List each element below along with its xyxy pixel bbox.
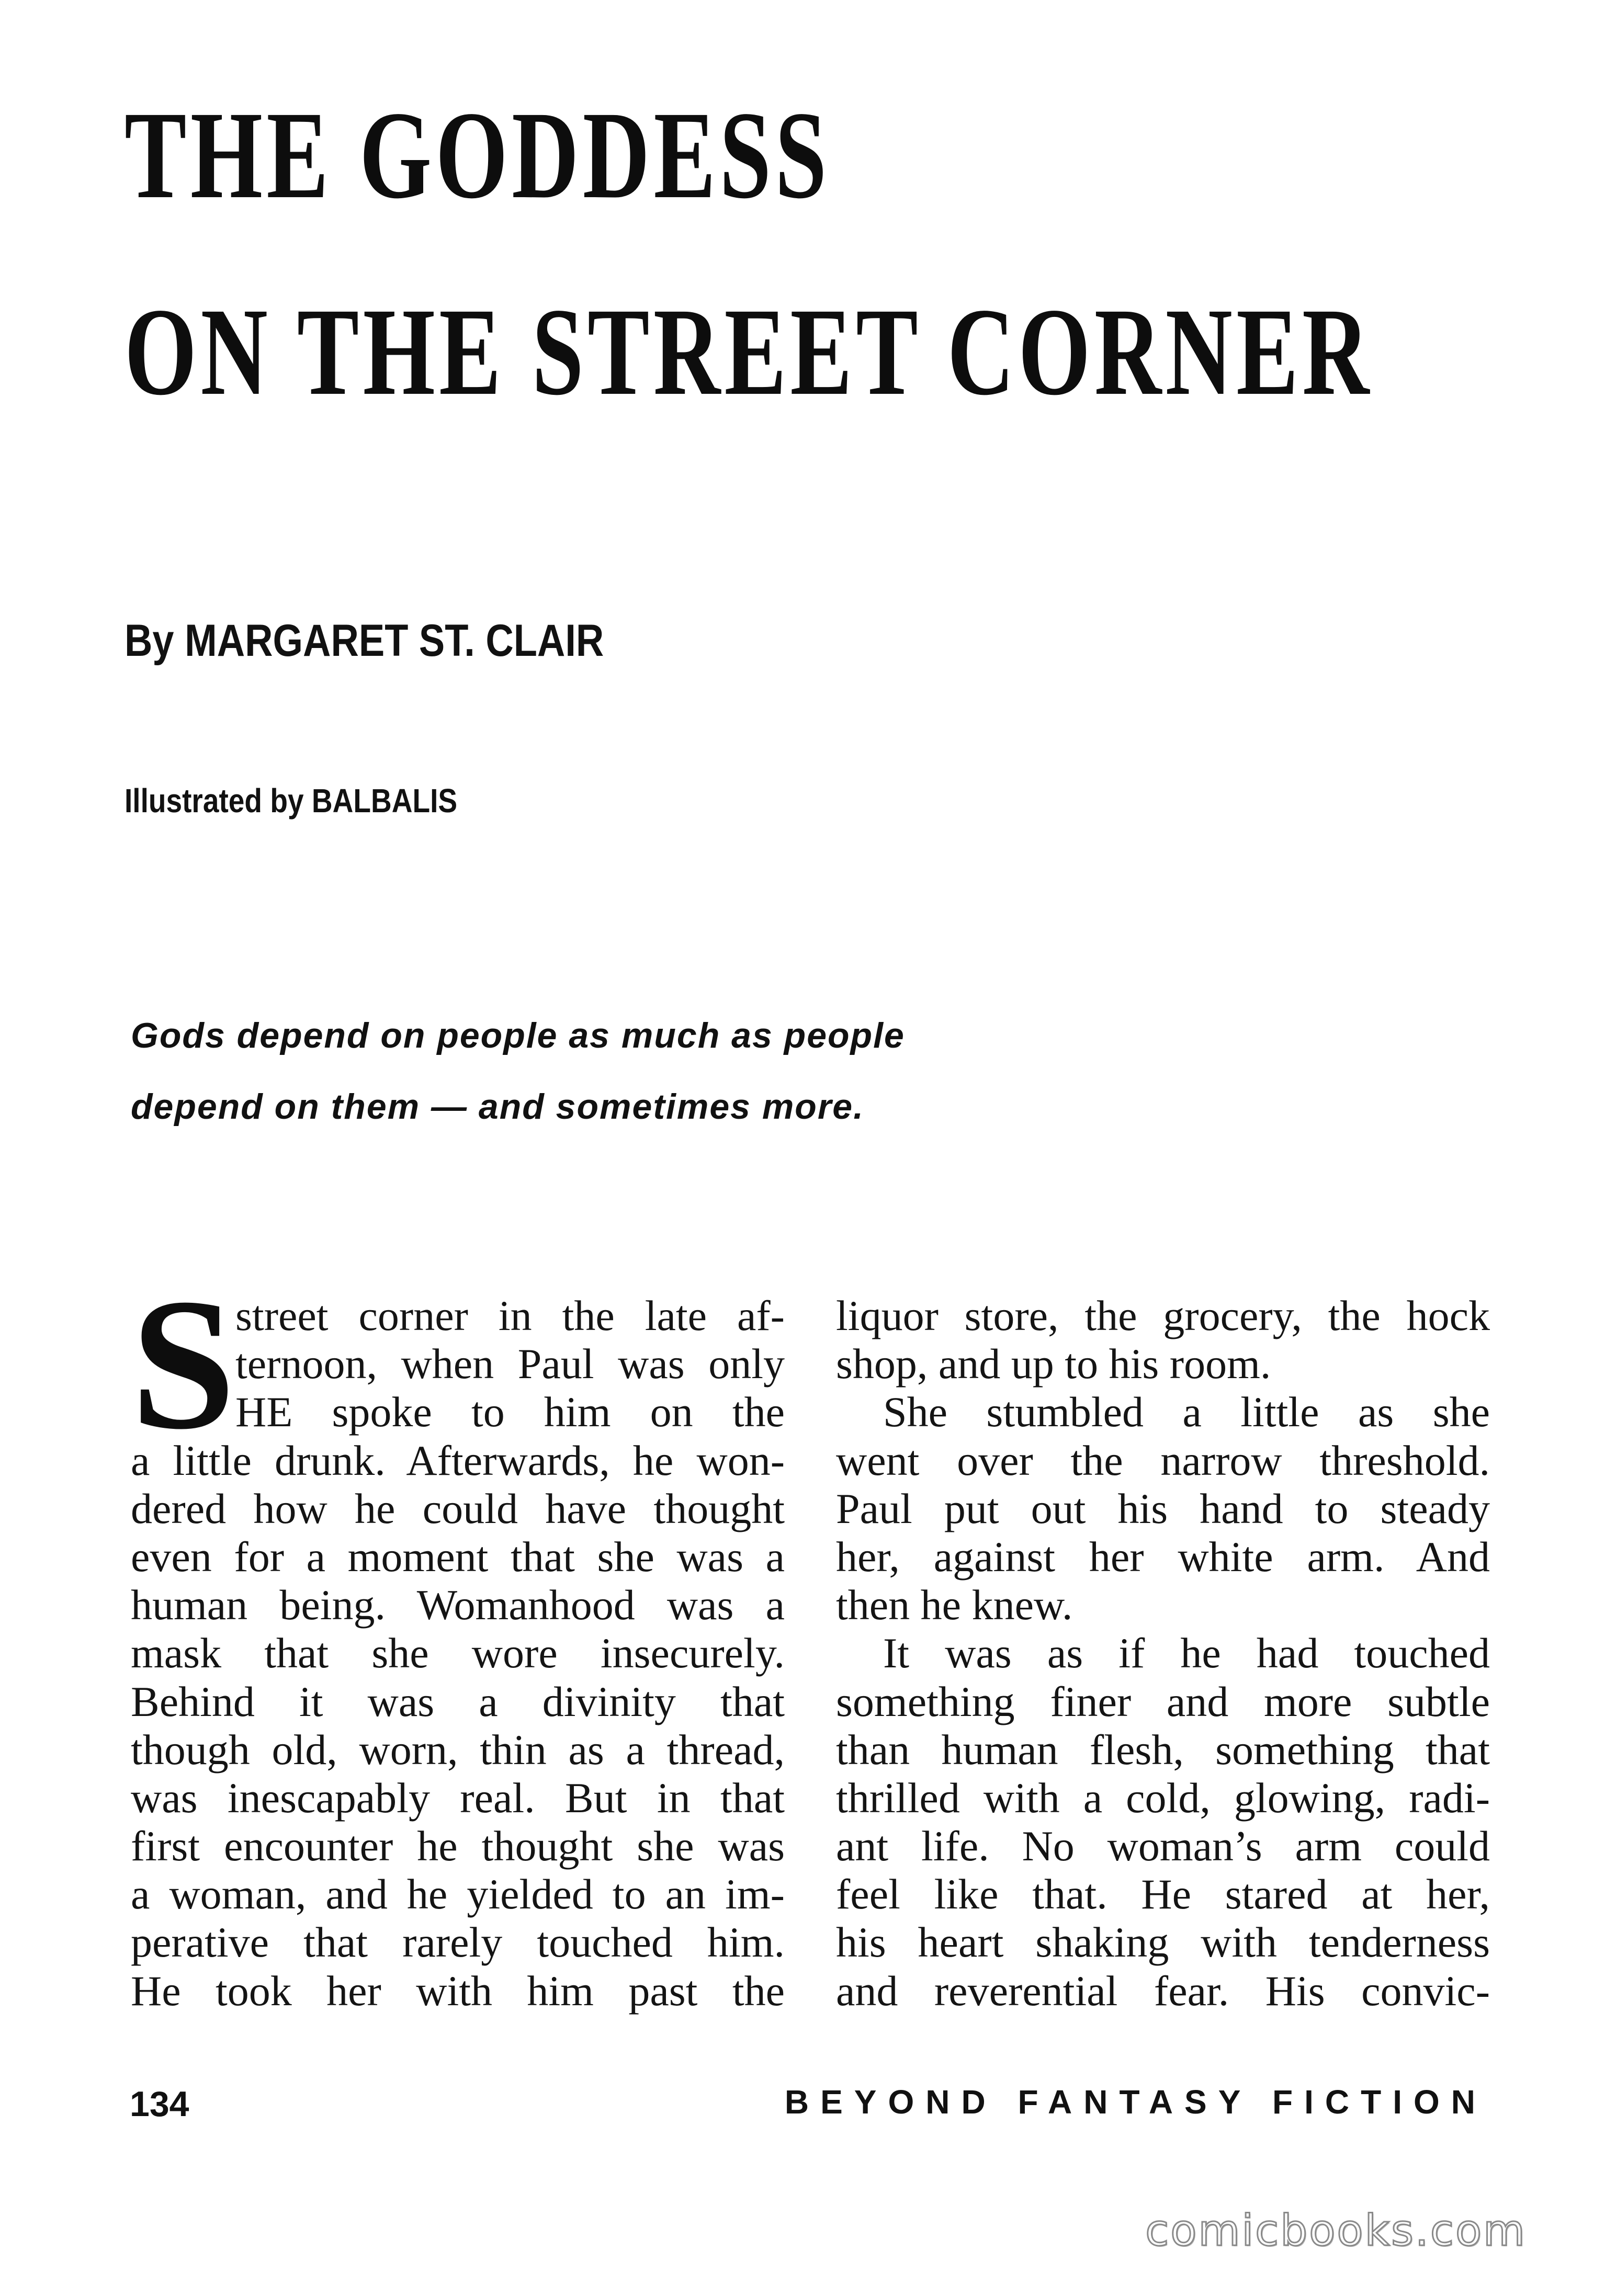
body-line: ternoon, when Paul was only — [235, 1340, 785, 1388]
body-line: even for a moment that she was a — [131, 1532, 785, 1581]
body-line: mask that she wore insecurely. — [131, 1629, 785, 1677]
body-line: first encounter he thought she was — [131, 1822, 785, 1870]
teaser-line-1: Gods depend on people as much as people — [131, 1016, 905, 1055]
body-line: was inescapably real. But in that — [131, 1774, 785, 1822]
body-line: dered how he could have thought — [131, 1484, 785, 1532]
body-line: HE spoke to him on the — [235, 1388, 785, 1436]
body-line: thrilled with a cold, glowing, radi- — [836, 1774, 1490, 1822]
body-line: liquor store, the grocery, the hock — [836, 1292, 1490, 1339]
story-teaser — [131, 1000, 1020, 1142]
body-line: something finer and more subtle — [836, 1677, 1490, 1725]
body-line: ant life. No woman’s arm could — [836, 1822, 1490, 1870]
body-line: then he knew. — [836, 1581, 1073, 1629]
body-line: though old, worn, thin as a thread, — [131, 1725, 785, 1774]
illustrator-credit: Illustrated by BALBALIS — [125, 782, 458, 820]
body-line: Behind it was a divinity that — [131, 1677, 785, 1725]
body-line: perative that rarely touched him. — [131, 1918, 785, 1967]
body-line: He took her with him past the — [131, 1967, 785, 2015]
body-column-right — [836, 1292, 1490, 2015]
drop-cap: S — [131, 1259, 236, 1468]
teaser-line-2: depend on them — and sometimes more. — [131, 1087, 865, 1127]
body-line: feel like that. He stared at her, — [836, 1870, 1490, 1918]
body-line: went over the narrow threshold. — [836, 1436, 1490, 1484]
body-line: a little drunk. Afterwards, he won- — [131, 1436, 785, 1484]
body-line: his heart shaking with tenderness — [836, 1918, 1490, 1967]
body-line: a woman, and he yielded to an im- — [131, 1870, 785, 1918]
body-line: It was as if he had touched — [883, 1629, 1490, 1677]
body-line: her, against her white arm. And — [836, 1532, 1490, 1581]
author-byline: By MARGARET ST. CLAIR — [125, 616, 604, 666]
running-footer-magazine-title: BEYOND FANTASY FICTION — [784, 2083, 1487, 2121]
story-title-line-1: THE GODDESS — [125, 85, 831, 224]
site-watermark: comicbooks.com — [1145, 2206, 1527, 2256]
body-line: She stumbled a little as she — [883, 1388, 1490, 1436]
body-line: street corner in the late af- — [235, 1292, 785, 1339]
body-line: human being. Womanhood was a — [131, 1581, 785, 1629]
body-column-left — [131, 1259, 785, 2015]
body-line: Paul put out his hand to steady — [836, 1484, 1490, 1532]
body-line: than human flesh, something that — [836, 1725, 1490, 1774]
story-title-line-2: ON THE STREET CORNER — [125, 282, 1373, 421]
body-line: and reverential fear. His convic- — [836, 1967, 1490, 2015]
body-line: shop, and up to his room. — [836, 1340, 1271, 1388]
page-number: 134 — [130, 2084, 189, 2124]
